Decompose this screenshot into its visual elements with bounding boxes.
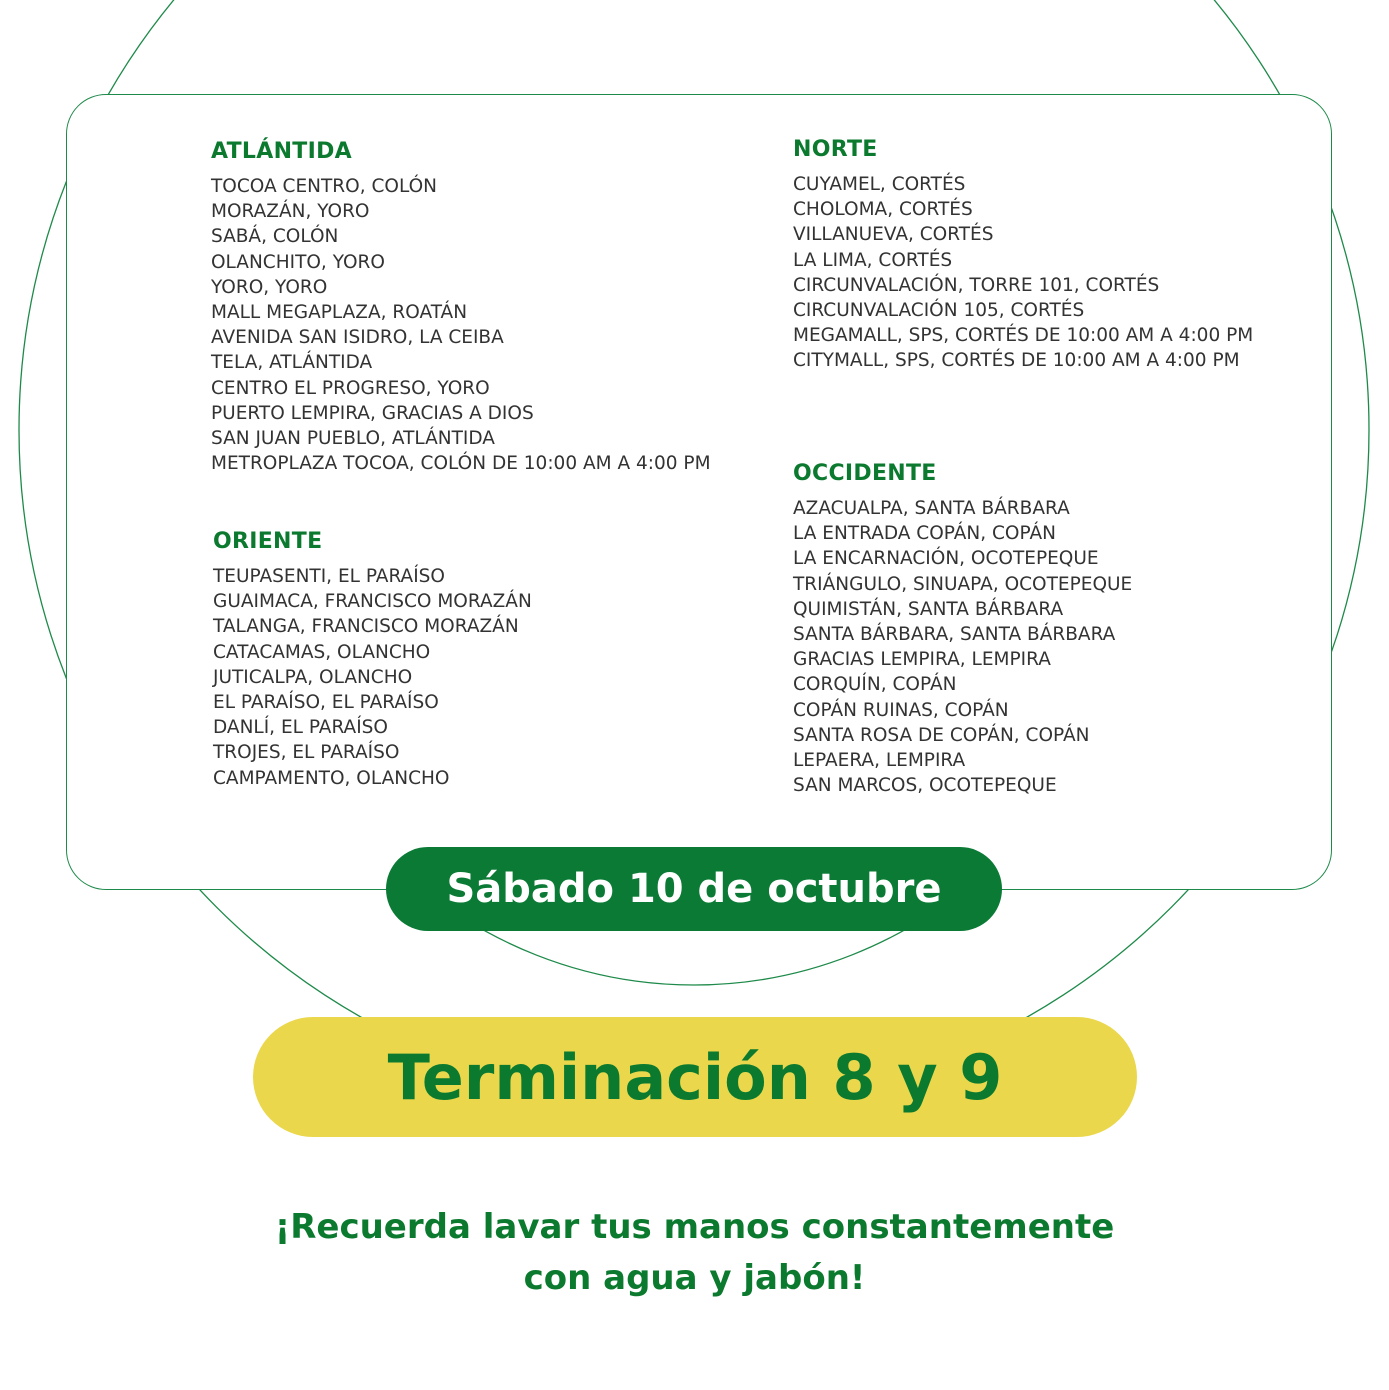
location-list: [211, 174, 711, 476]
location-item: MEGAMALL, SPS, CORTÉS DE 10:00 AM A 4:00 PM: [793, 325, 1254, 347]
location-item: GRACIAS LEMPIRA, LEMPIRA: [793, 649, 1051, 671]
location-item: SANTA BÁRBARA, SANTA BÁRBARA: [793, 624, 1116, 646]
location-item: LA ENCARNACIÓN, OCOTEPEQUE: [793, 548, 1099, 570]
location-item: PUERTO LEMPIRA, GRACIAS A DIOS: [211, 402, 534, 424]
location-item: LEPAERA, LEMPIRA: [793, 750, 966, 772]
location-item: METROPLAZA TOCOA, COLÓN DE 10:00 AM A 4:00 PM: [211, 453, 711, 475]
location-item: AZACUALPA, SANTA BÁRBARA: [793, 498, 1070, 519]
region-oriente: [213, 529, 532, 791]
location-item: TELA, ATLÁNTIDA: [211, 352, 373, 374]
date-label: Sábado 10 de octubre: [446, 866, 942, 912]
location-item: CHOLOMA, CORTÉS: [793, 199, 973, 221]
location-item: CIRCUNVALACIÓN, TORRE 101, CORTÉS: [793, 274, 1160, 296]
location-item: EL PARAÍSO, EL PARAÍSO: [213, 692, 439, 714]
location-item: DANLÍ, EL PARAÍSO: [213, 717, 388, 739]
termination-badge: [253, 1017, 1137, 1137]
handwashing-reminder: [0, 1202, 1389, 1304]
location-item: CAMPAMENTO, OLANCHO: [213, 767, 450, 789]
location-item: CENTRO EL PROGRESO, YORO: [211, 377, 490, 399]
location-item: AVENIDA SAN ISIDRO, LA CEIBA: [211, 327, 504, 349]
termination-label: Terminación 8 y 9: [387, 1040, 1003, 1114]
location-item: SAN MARCOS, OCOTEPEQUE: [793, 775, 1057, 797]
region-title: NORTE: [793, 137, 878, 162]
region-occidente: [793, 461, 1132, 798]
region-title: OCCIDENTE: [793, 461, 937, 486]
region-title: ATLÁNTIDA: [211, 139, 352, 164]
location-item: OLANCHITO, YORO: [211, 251, 385, 273]
location-item: TROJES, EL PARAÍSO: [213, 742, 400, 764]
location-item: TEUPASENTI, EL PARAÍSO: [213, 566, 445, 587]
location-item: LA LIMA, CORTÉS: [793, 249, 953, 271]
location-item: LA ENTRADA COPÁN, COPÁN: [793, 523, 1056, 545]
location-item: TALANGA, FRANCISCO MORAZÁN: [213, 616, 519, 638]
location-item: TRIÁNGULO, SINUAPA, OCOTEPEQUE: [793, 573, 1133, 595]
region-title: ORIENTE: [213, 529, 323, 554]
location-item: CUYAMEL, CORTÉS: [793, 174, 966, 195]
region-atlantida: [211, 139, 711, 476]
location-item: MORAZÁN, YORO: [211, 201, 370, 223]
reminder-line-2: con agua y jabón!: [523, 1258, 866, 1298]
location-list: [793, 496, 1132, 798]
location-item: GUAIMACA, FRANCISCO MORAZÁN: [213, 591, 532, 613]
location-item: SAN JUAN PUEBLO, ATLÁNTIDA: [211, 428, 495, 450]
location-item: CORQUÍN, COPÁN: [793, 674, 957, 696]
location-item: YORO, YORO: [211, 276, 328, 298]
location-item: MALL MEGAPLAZA, ROATÁN: [211, 302, 468, 324]
location-list: [213, 564, 532, 791]
location-item: VILLANUEVA, CORTÉS: [793, 224, 994, 246]
location-item: QUIMISTÁN, SANTA BÁRBARA: [793, 598, 1064, 620]
location-list: [793, 172, 1253, 374]
location-item: COPÁN RUINAS, COPÁN: [793, 699, 1009, 721]
location-item: CATACAMAS, OLANCHO: [213, 641, 431, 663]
region-norte: [793, 137, 1253, 374]
location-item: SABÁ, COLÓN: [211, 226, 339, 248]
locations-card: [66, 94, 1332, 890]
location-item: CITYMALL, SPS, CORTÉS DE 10:00 AM A 4:00 PM: [793, 350, 1240, 372]
location-item: TOCOA CENTRO, COLÓN: [211, 176, 438, 197]
location-item: JUTICALPA, OLANCHO: [213, 666, 413, 688]
location-item: SANTA ROSA DE COPÁN, COPÁN: [793, 724, 1090, 746]
location-item: CIRCUNVALACIÓN 105, CORTÉS: [793, 300, 1085, 322]
reminder-line-1: ¡Recuerda lavar tus manos constantemente: [274, 1207, 1115, 1247]
date-badge: [386, 847, 1002, 931]
